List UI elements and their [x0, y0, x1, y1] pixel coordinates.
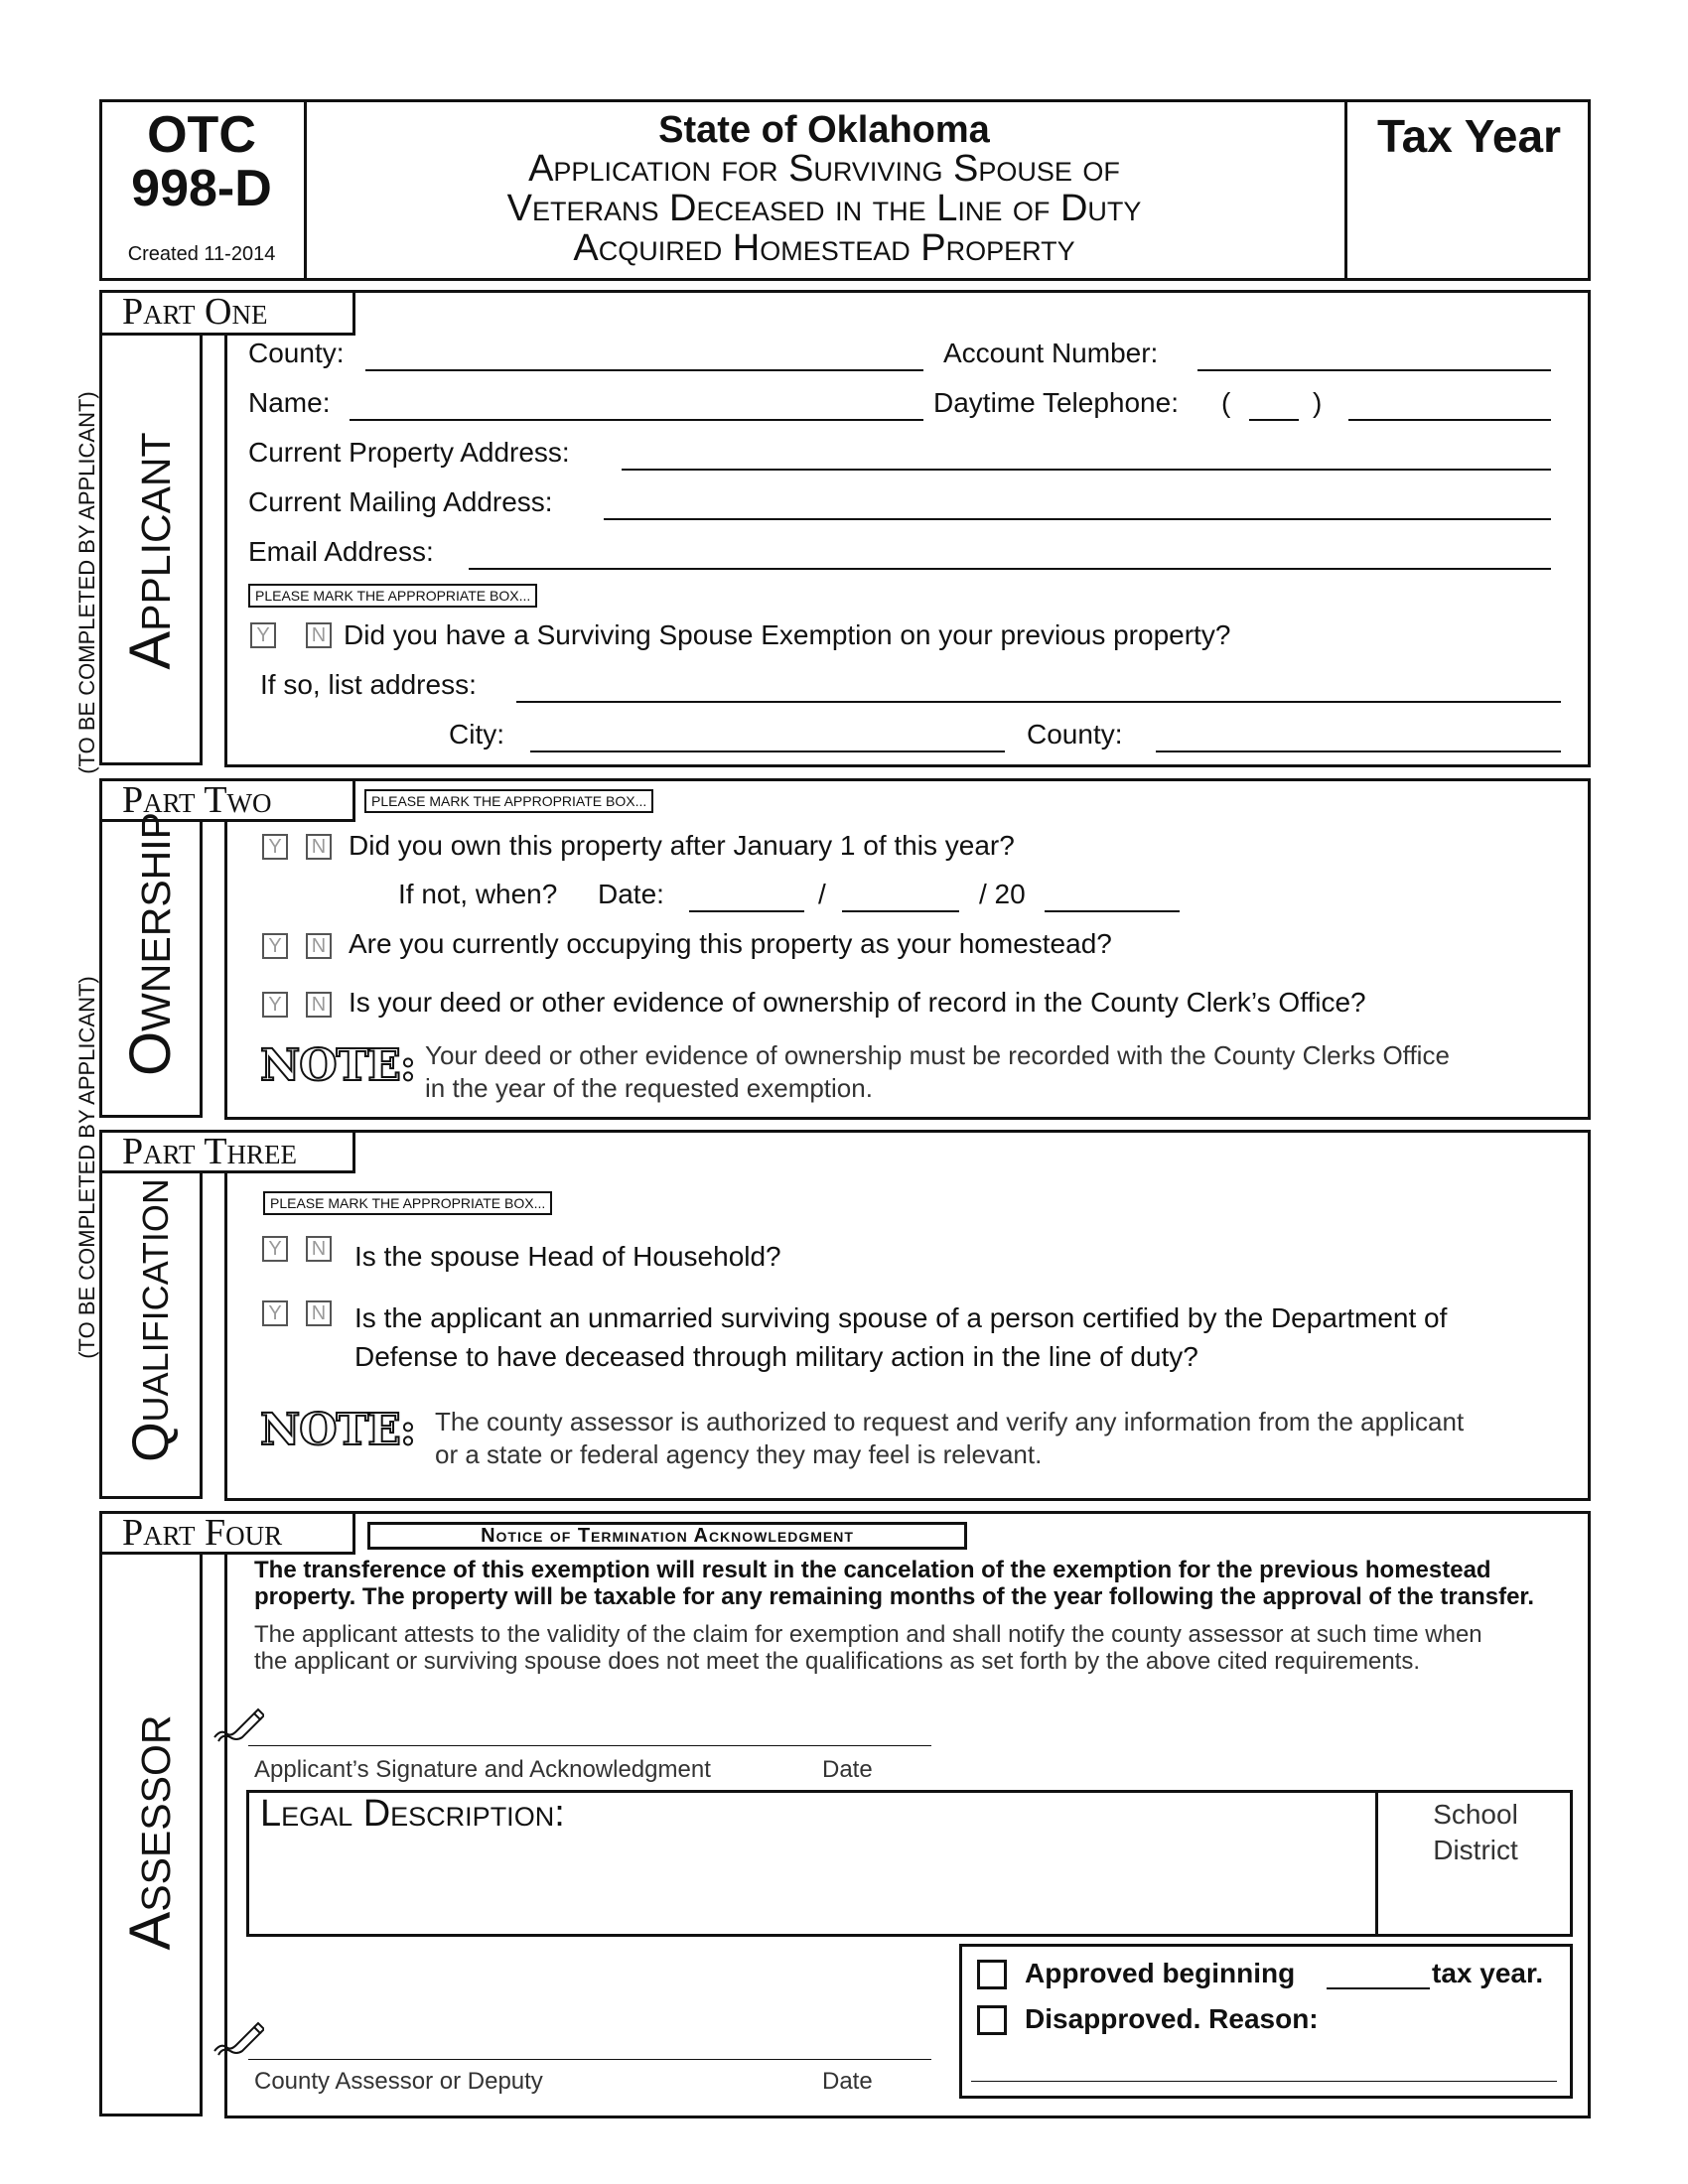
- mailing-address-field[interactable]: [604, 518, 1551, 520]
- list-address-label: If so, list address:: [260, 669, 477, 700]
- area-code-field[interactable]: [1249, 419, 1299, 421]
- applicant-signature-field[interactable]: [248, 1745, 931, 1746]
- side-note-top: (TO BE COMPLETED BY APPLICANT): [74, 391, 99, 774]
- assessor-signature-field[interactable]: [248, 2059, 931, 2060]
- deed-question: Is your deed or other evidence of ownership of record in the County Clerk’s Office?: [349, 987, 1366, 1018]
- part-two-side-label: Ownership: [118, 811, 183, 1077]
- attestation-line2: the applicant or surviving spouse does not meet the qualifications as set forth by the above cited requirements.: [254, 1648, 1421, 1675]
- own-question: Did you own this property after January 1 of this year?: [349, 830, 1015, 861]
- pen-signature-icon: [211, 2021, 264, 2061]
- form-code-line2: 998-D: [131, 160, 272, 217]
- termination-notice-label: Notice of Termination Acknowledgment: [367, 1522, 967, 1550]
- deed-yes-checkbox[interactable]: Y: [262, 992, 288, 1018]
- pen-signature-icon: [211, 1707, 264, 1747]
- school-district-label-line2: District: [1433, 1835, 1518, 1865]
- applicant-signature-label: Applicant’s Signature and Acknowledgment: [254, 1756, 711, 1783]
- account-number-field[interactable]: [1197, 369, 1551, 371]
- attestation-line1: The applicant attests to the validity of the claim for exemption and shall notify the county assessor at such time when: [254, 1621, 1482, 1648]
- if-not-label: If not, when?: [398, 879, 558, 909]
- property-address-label: Current Property Address:: [248, 437, 570, 468]
- part-three-note-line1: The county assessor is authorized to request and verify any information from the applicant: [435, 1407, 1465, 1436]
- approved-year-field[interactable]: [1327, 1987, 1430, 1989]
- date-day-field[interactable]: [842, 910, 959, 912]
- county-label: County:: [248, 338, 345, 368]
- county-field[interactable]: [365, 369, 923, 371]
- area-code-close: ): [1313, 387, 1323, 418]
- previous-address-field[interactable]: [516, 701, 1561, 703]
- unmarried-spouse-no-checkbox[interactable]: N: [306, 1300, 332, 1326]
- disapproved-checkbox[interactable]: [977, 2005, 1007, 2035]
- city-label: City:: [449, 719, 504, 750]
- assessor-date-label: Date: [822, 2068, 873, 2095]
- part-two-tab: Part Two: [99, 778, 355, 822]
- disapproved-label: Disapproved. Reason:: [1025, 2003, 1319, 2034]
- side-note-middle: (TO BE COMPLETED BY APPLICANT): [74, 976, 99, 1359]
- deed-no-checkbox[interactable]: N: [306, 992, 332, 1018]
- daytime-telephone-label: Daytime Telephone:: [933, 387, 1179, 418]
- occupying-no-checkbox[interactable]: N: [306, 933, 332, 959]
- part-three-tab: Part Three: [99, 1130, 355, 1173]
- occupying-yes-checkbox[interactable]: Y: [262, 933, 288, 959]
- part-three-note-label: NOTE:: [260, 1405, 416, 1455]
- email-label: Email Address:: [248, 536, 434, 567]
- previous-county-label: County:: [1027, 719, 1123, 750]
- unmarried-spouse-question-line1: Is the applicant an unmarried surviving spouse of a person certified by the Department of: [354, 1302, 1448, 1333]
- unmarried-spouse-question-line2: Defense to have deceased through military action in the line of duty?: [354, 1341, 1198, 1372]
- telephone-field[interactable]: [1348, 419, 1551, 421]
- form-code-line1: OTC: [147, 106, 256, 164]
- city-field[interactable]: [530, 751, 1005, 752]
- head-of-household-yes-checkbox[interactable]: Y: [262, 1236, 288, 1262]
- transfer-warning-line2: property. The property will be taxable for any remaining months of the year following the approval of the transfer.: [254, 1583, 1535, 1610]
- part-two-note-label: NOTE:: [260, 1040, 416, 1091]
- account-number-label: Account Number:: [943, 338, 1159, 368]
- part-four-tab: Part Four: [99, 1511, 355, 1555]
- occupying-question: Are you currently occupying this property as your homestead?: [349, 928, 1112, 959]
- form-title-line1: Application for Surviving Spouse of: [528, 148, 1120, 190]
- applicant-date-label: Date: [822, 1756, 873, 1783]
- part-one-no-checkbox[interactable]: N: [306, 622, 332, 648]
- tax-year-suffix-label: tax year.: [1432, 1958, 1544, 1988]
- form-title-line3: Acquired Homestead Property: [573, 227, 1075, 269]
- own-no-checkbox[interactable]: N: [306, 834, 332, 860]
- part-one-tab: Part One: [99, 290, 355, 336]
- part-two-note-line1: Your deed or other evidence of ownership must be recorded with the County Clerks Office: [425, 1040, 1450, 1070]
- assessor-signature-label: County Assessor or Deputy: [254, 2068, 543, 2095]
- form-title-line2: Veterans Deceased in the Line of Duty: [506, 188, 1142, 229]
- legal-description-label: Legal Description:: [260, 1793, 565, 1835]
- date-slash: /: [818, 879, 826, 909]
- date-label: Date:: [598, 879, 664, 909]
- part-one-mark-box-notice: PLEASE MARK THE APPROPRIATE BOX...: [248, 584, 537, 608]
- date-year-prefix: / 20: [979, 879, 1026, 909]
- part-one-side-label: Applicant: [118, 432, 183, 670]
- mailing-address-label: Current Mailing Address:: [248, 486, 553, 517]
- created-date: Created 11-2014: [127, 243, 276, 265]
- property-address-field[interactable]: [622, 469, 1551, 471]
- part-two-note-line2: in the year of the requested exemption.: [425, 1073, 873, 1103]
- school-district-label-line1: School: [1433, 1799, 1518, 1830]
- own-yes-checkbox[interactable]: Y: [262, 834, 288, 860]
- disapproval-reason-field[interactable]: [971, 2081, 1557, 2082]
- area-code-open: (: [1221, 387, 1231, 418]
- transfer-warning-line1: The transference of this exemption will result in the cancelation of the exemption for the previous homestead: [254, 1557, 1491, 1583]
- date-year-field[interactable]: [1045, 910, 1180, 912]
- email-field[interactable]: [469, 568, 1551, 570]
- part-three-note-line2: or a state or federal agency they may feel is relevant.: [435, 1439, 1043, 1469]
- approved-label: Approved beginning: [1025, 1958, 1296, 1988]
- part-one-yes-checkbox[interactable]: Y: [250, 622, 276, 648]
- head-of-household-question: Is the spouse Head of Household?: [354, 1241, 781, 1272]
- date-month-field[interactable]: [689, 910, 804, 912]
- part-one-question: Did you have a Surviving Spouse Exemption on your previous property?: [344, 619, 1231, 650]
- previous-county-field[interactable]: [1156, 751, 1561, 752]
- approved-checkbox[interactable]: [977, 1960, 1007, 1989]
- tax-year-label: Tax Year: [1376, 110, 1561, 162]
- part-three-mark-box-notice: PLEASE MARK THE APPROPRIATE BOX...: [263, 1191, 552, 1215]
- part-two-mark-box-notice: PLEASE MARK THE APPROPRIATE BOX...: [364, 789, 653, 813]
- unmarried-spouse-yes-checkbox[interactable]: Y: [262, 1300, 288, 1326]
- part-four-side-label: Assessor: [118, 1714, 183, 1951]
- head-of-household-no-checkbox[interactable]: N: [306, 1236, 332, 1262]
- part-three-side-label: Qualification: [122, 1178, 180, 1462]
- state-title: State of Oklahoma: [658, 109, 990, 151]
- name-label: Name:: [248, 387, 331, 418]
- name-field[interactable]: [350, 419, 923, 421]
